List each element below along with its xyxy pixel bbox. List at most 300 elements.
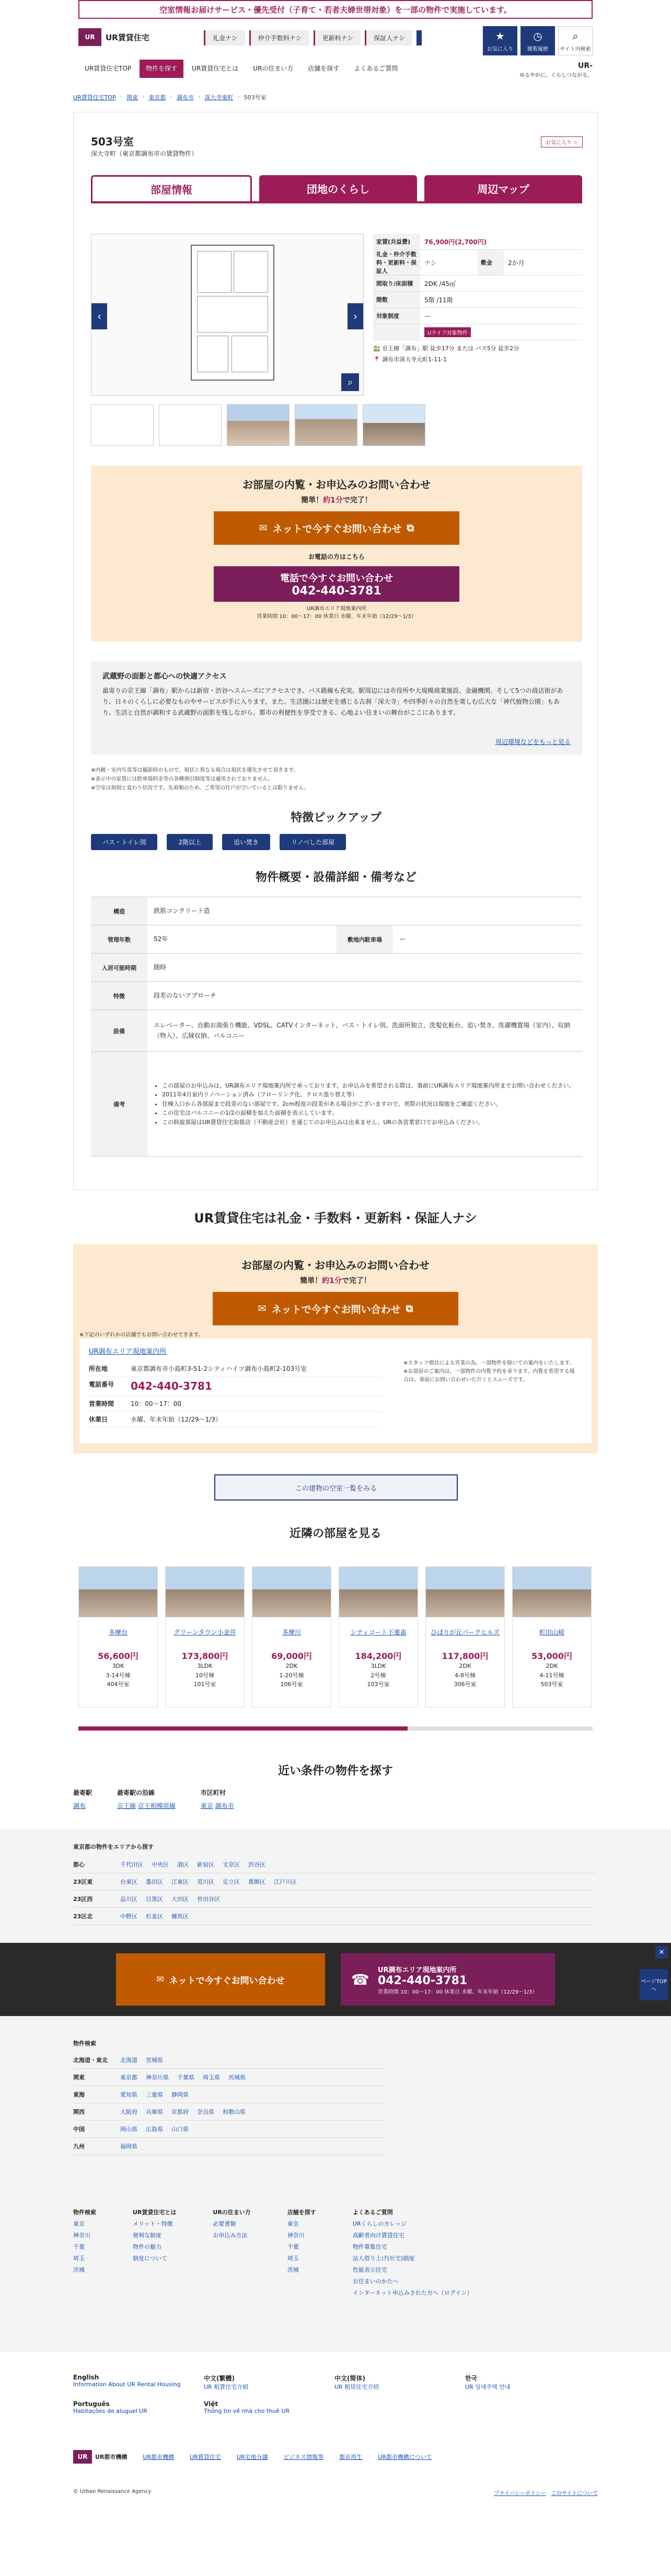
lang-name: 한국	[465, 2375, 478, 2382]
nearby-layout: 2DK	[459, 1663, 471, 1669]
nearby-title: 近隣の部屋を見る	[289, 1527, 381, 1540]
site-search-button[interactable]	[558, 26, 593, 55]
area-link[interactable]: 墨田区	[146, 1879, 163, 1885]
cond-col	[73, 1788, 92, 1810]
external-link-icon: ⧉	[407, 522, 414, 534]
area-link[interactable]: 練馬区	[171, 1913, 189, 1920]
area-search-title: 東京都の物件をエリアから探す	[73, 1844, 154, 1850]
feature-tag[interactable]: 2階以上	[167, 834, 213, 850]
thumbnail[interactable]	[295, 404, 357, 446]
office-row	[89, 1361, 381, 1377]
tab-room-info[interactable]: 部屋情報	[91, 175, 252, 201]
area-row	[73, 1856, 596, 1873]
region-link[interactable]: 広島県	[146, 2126, 163, 2133]
sitemap-link[interactable]: 便利な制度	[133, 2232, 161, 2239]
detail-label: 構造	[91, 897, 147, 925]
office-label: 休業日	[89, 1416, 108, 1423]
sitemap-link[interactable]: 神奈川	[73, 2232, 90, 2239]
lang-item[interactable]	[204, 2374, 314, 2391]
note: ※空室は刻刻と変わり状況です。先着順のため、ご希望の住戸が空いているとは限りません。	[91, 785, 309, 791]
detail-label: 設備	[91, 1010, 147, 1051]
room-spec-table	[373, 234, 582, 365]
area-label: 23区東	[73, 1879, 93, 1885]
sitemap-link[interactable]: お申込み方法	[213, 2232, 248, 2239]
nearby-building: 2号棟	[371, 1671, 386, 1679]
sitemap-link[interactable]: お住まいのかたへ	[352, 2278, 399, 2285]
history-button[interactable]	[520, 26, 555, 55]
area-link[interactable]: 文京区	[223, 1861, 240, 1868]
area-link[interactable]: 台東区	[120, 1879, 137, 1885]
spec-row	[373, 308, 582, 324]
external-link-icon: ⧉	[406, 1303, 413, 1314]
nearby-room: 103号室	[367, 1681, 390, 1688]
office-label: 営業時間	[89, 1400, 114, 1407]
sitemap-link[interactable]: 千葉	[287, 2243, 299, 2250]
site-search-label: サイト内検索	[560, 46, 591, 52]
similar-conditions	[73, 1788, 234, 1810]
nearby-room: 106号室	[280, 1681, 303, 1688]
nearby-card[interactable]	[165, 1566, 245, 1708]
vacancy-list-button[interactable]: この建物の空室一覧をみる	[214, 1474, 458, 1501]
sitemap-link[interactable]: 神奈川	[287, 2232, 305, 2239]
region-row	[73, 2052, 387, 2069]
footer-link[interactable]: 都市再生	[339, 2454, 363, 2460]
nearby-photo	[252, 1567, 331, 1617]
favorites-label: お気に入り	[487, 46, 513, 52]
brand-mark: UR-	[578, 62, 593, 70]
nearby-layout: 2DK	[285, 1663, 298, 1669]
region-link[interactable]: 千葉県	[177, 2074, 194, 2081]
region-label: 九州	[73, 2143, 85, 2150]
detail-row	[91, 897, 582, 925]
language-links	[73, 2374, 596, 2414]
area-link[interactable]: 港区	[177, 1861, 189, 1868]
office-label: 所在地	[89, 1365, 108, 1372]
service-banner[interactable]	[78, 0, 593, 19]
sitemap-heading[interactable]: URの住まい方	[213, 2209, 251, 2216]
thumbnail[interactable]	[159, 404, 222, 446]
region-link[interactable]: 静岡県	[171, 2091, 189, 2098]
lang-item[interactable]	[334, 2374, 444, 2391]
region-link[interactable]: 神奈川県	[146, 2074, 169, 2081]
global-nav	[78, 60, 404, 78]
sticky-tel: 042-440-3781	[377, 1974, 468, 1987]
region-link[interactable]: 愛知県	[120, 2091, 137, 2098]
nearby-photo	[79, 1567, 157, 1617]
spec-value: 2か月	[508, 259, 525, 267]
area-link[interactable]: 中央区	[152, 1861, 169, 1868]
area-link[interactable]: 荒川区	[197, 1879, 214, 1885]
add-favorite-button[interactable]: お気に入り ☆	[541, 136, 583, 147]
nearby-name[interactable]: 多摩川	[282, 1628, 301, 1636]
crumb-sep: ›	[142, 93, 145, 100]
cond-link[interactable]: 京王相模原線	[137, 1802, 176, 1810]
sitemap-link[interactable]: 東京	[73, 2220, 85, 2227]
sitemap-heading[interactable]: 物件検索	[73, 2209, 96, 2216]
site-logo[interactable]	[78, 28, 149, 46]
office-link[interactable]: UR調布エリア現地案内所	[89, 1348, 167, 1356]
region-link[interactable]: 北海道	[120, 2057, 137, 2064]
crumb-sep: ›	[237, 93, 240, 100]
detail-value: 段差のないアプローチ	[154, 991, 217, 999]
zoom-button[interactable]	[341, 373, 359, 391]
nearby-card[interactable]	[78, 1566, 158, 1708]
lang-link[interactable]: Thông tin về nhà cho thuê UR	[204, 2408, 290, 2414]
floor-plan-image	[191, 245, 274, 381]
footer-link[interactable]: UR賃貸住宅	[190, 2454, 221, 2460]
area-search-table	[73, 1856, 596, 1925]
sitemap-link[interactable]: 必要書類	[213, 2220, 236, 2227]
banner-text: 空室情報お届けサービス・優先受付（子育て・若者夫婦世帯対象）を一部の物件で実施しています。	[159, 5, 512, 15]
access-train-text: 京王線「調布」駅 徒歩17分 または バス5分 徒歩2分	[382, 345, 519, 352]
inquiry-panel	[91, 466, 582, 642]
crumb-chofu[interactable]: 調布市	[176, 94, 194, 101]
net-inquiry-button[interactable]	[214, 511, 459, 545]
nav-accent	[417, 30, 422, 45]
gnav-stores[interactable]: 店舗を探す	[308, 65, 340, 72]
close-button[interactable]	[655, 1946, 668, 1959]
nearby-building: 4-11号棟	[539, 1671, 564, 1679]
sitemap-link[interactable]: 茨城	[73, 2266, 85, 2273]
region-link[interactable]: 三重県	[146, 2091, 163, 2098]
region-link[interactable]: 宮城県	[146, 2057, 163, 2064]
net-inquiry-button-bottom[interactable]	[213, 1292, 458, 1325]
footer-link[interactable]: UR宅地分譲	[236, 2454, 268, 2460]
nearby-name[interactable]: シティコート下連雀	[350, 1628, 407, 1636]
nav-no-fee[interactable]: 仲介手数料ナシ	[249, 30, 309, 45]
detail-row	[91, 925, 582, 954]
region-link[interactable]: 兵庫県	[146, 2109, 163, 2115]
area-more-link[interactable]: 周辺環境などをもっと見る	[495, 738, 571, 746]
area-link[interactable]: 新宿区	[197, 1861, 214, 1868]
region-link[interactable]: 大阪府	[120, 2109, 137, 2115]
note: ※内観・室内写真等は撮影時のもので、現状と異なる場合は現状を優先させて頂きます。	[91, 768, 299, 773]
phone-icon: ☎	[351, 1971, 369, 1988]
star-icon: ★	[495, 29, 505, 42]
pin-icon: 📍	[373, 356, 383, 363]
sitemap-link[interactable]: 埼玉	[287, 2255, 299, 2262]
footer-link[interactable]: ビジネス情報等	[283, 2454, 324, 2460]
privacy-link[interactable]: プライバシーポリシー	[494, 2491, 546, 2497]
about-site-link[interactable]: このサイトについて	[551, 2491, 598, 2497]
lang-name: 中文(简体)	[334, 2375, 365, 2382]
u-life-badge[interactable]: Uライフ対象物件	[424, 327, 471, 337]
region-link[interactable]: 埼玉県	[203, 2074, 220, 2081]
sitemap-link[interactable]: 千葉	[73, 2243, 85, 2250]
area-row	[73, 1873, 596, 1891]
inquiry-sub-a: 簡単！	[300, 1277, 322, 1285]
inquiry-sub-b: 約1分	[322, 1277, 342, 1285]
tab-map[interactable]: 周辺マップ	[424, 175, 582, 201]
detail-label: 入居可能時期	[91, 954, 147, 981]
lang-link[interactable]: Habitações de aluguel UR	[73, 2408, 147, 2414]
region-link[interactable]: 和歌山県	[223, 2109, 246, 2115]
spec-value: ー	[424, 312, 431, 320]
lang-item[interactable]	[465, 2374, 575, 2391]
lang-link[interactable]: UR 租赁住宅介绍	[334, 2384, 379, 2390]
area-link[interactable]: 葛飾区	[248, 1879, 265, 1885]
detail-row	[91, 982, 582, 1010]
spec-value: 5階 /11階	[424, 296, 453, 304]
features-title: 特徴ピックアップ	[291, 811, 381, 825]
spec-label: 礼金・仲介手数料・更新料・保証人	[373, 250, 420, 275]
nearby-price: 56,600円	[98, 1651, 138, 1661]
sitemap-link[interactable]: 性能表示住宅	[352, 2266, 387, 2273]
page-title: 503号室	[91, 135, 134, 148]
nearby-price: 53,000円	[531, 1651, 572, 1661]
detail-table	[91, 897, 582, 1157]
lang-name: 中文(繁體)	[204, 2375, 235, 2382]
lang-link[interactable]: UR 租賃住宅介紹	[204, 2384, 249, 2390]
sitemap-heading[interactable]: UR賃貸住宅とは	[133, 2209, 177, 2216]
region-label: 関東	[73, 2074, 85, 2081]
nearby-photo	[166, 1567, 244, 1617]
crumb-tokyo[interactable]: 東京都	[148, 94, 166, 101]
region-row	[73, 2086, 387, 2103]
sitemap-link[interactable]: 制度について	[133, 2255, 167, 2262]
tel-lead: お電話の方はこちら	[308, 553, 365, 560]
region-table	[73, 2052, 387, 2155]
access-address	[373, 354, 582, 365]
area-link[interactable]: 足立区	[223, 1879, 240, 1885]
area-link[interactable]: 世田谷区	[197, 1896, 220, 1903]
detail-row	[91, 1010, 582, 1052]
detail-label: 特徴	[91, 982, 147, 1010]
copyright: © Urban Renaissance Agency	[73, 2489, 152, 2494]
detail-value: 随時	[154, 963, 167, 971]
area-label: 都心	[73, 1861, 85, 1868]
sitemap-link[interactable]: 茨城	[287, 2266, 299, 2273]
sticky-hours: 営業時間 10：00〜17：00 休業日 水曜、年末年始（12/29〜1/3）	[377, 1989, 538, 1995]
tab-living[interactable]: 団地のくらし	[259, 175, 417, 201]
nav-no-guarantor[interactable]: 保証人ナシ	[365, 30, 412, 45]
sitemap-heading[interactable]: よくあるご質問	[352, 2209, 393, 2216]
nearby-scrollbar[interactable]	[78, 1726, 593, 1731]
nearby-price: 69,000円	[271, 1651, 312, 1661]
area-row	[73, 1908, 596, 1925]
footer-logo[interactable]	[73, 2450, 127, 2464]
photo-gallery	[91, 234, 364, 396]
nearby-card[interactable]	[425, 1566, 505, 1708]
detail-value: 鉄筋コンクリート造	[154, 907, 210, 914]
lang-link[interactable]: Information About UR Rental Housing	[73, 2381, 181, 2388]
footer-link[interactable]: UR都市機構	[143, 2454, 175, 2460]
similar-title: 近い条件の物件を探す	[277, 1765, 393, 1778]
access-info	[373, 344, 582, 365]
sitemap-link[interactable]: 東京	[287, 2220, 299, 2227]
sitemap-link[interactable]: URくらしのカレッジ	[352, 2220, 407, 2227]
nearby-name[interactable]: ひばりが丘パークヒルズ	[431, 1628, 500, 1636]
feature-tag[interactable]: 追い焚き	[222, 834, 270, 850]
gnav-top[interactable]: UR賃貸住宅TOP	[85, 65, 132, 72]
sitemap-link[interactable]: 法人借り上げ(社宅)制度	[352, 2255, 415, 2262]
nearby-room: 101号室	[193, 1681, 216, 1688]
inquiry-sub-a: 簡単！	[301, 496, 323, 505]
close-icon: ✕	[658, 1948, 665, 1956]
lang-link[interactable]: UR 임대주택 안내	[465, 2384, 511, 2390]
region-link[interactable]: 東京都	[120, 2074, 137, 2081]
cond-link[interactable]: 東京	[200, 1802, 213, 1810]
region-link[interactable]: 京都府	[171, 2109, 189, 2115]
nearby-photo	[513, 1567, 591, 1617]
sitemap-link[interactable]: インターネット申込みされた方へ（ログイン）	[352, 2289, 473, 2296]
region-link[interactable]: 奈良県	[197, 2109, 214, 2115]
office-info	[91, 605, 582, 621]
sitemap-col	[353, 2206, 472, 2298]
area-label: 23区西	[73, 1896, 93, 1903]
header-icons	[483, 26, 593, 55]
crumb-sep: ›	[198, 93, 201, 100]
region-link[interactable]: 福岡県	[120, 2143, 137, 2150]
office-tel[interactable]: 042-440-3781	[131, 1380, 212, 1392]
chevron-left-icon: ‹	[97, 310, 101, 323]
area-link[interactable]: 江東区	[171, 1879, 189, 1885]
nearby-name[interactable]: 町田山崎	[539, 1628, 564, 1636]
favorites-button[interactable]	[483, 26, 517, 55]
net-inquiry-label: ネットで今すぐお問い合わせ	[272, 523, 402, 535]
detail-row	[91, 1052, 582, 1157]
nearby-card[interactable]	[512, 1566, 592, 1708]
lang-item[interactable]	[73, 2400, 183, 2414]
cond-link[interactable]: 京王線	[117, 1802, 136, 1810]
cond-col	[117, 1788, 176, 1810]
gnav-about[interactable]: UR賃貸住宅とは	[192, 65, 239, 72]
tel-inquiry-button[interactable]	[214, 566, 459, 602]
sitemap-heading[interactable]: 店舗を探す	[287, 2209, 316, 2216]
area-link[interactable]: 大田区	[171, 1896, 189, 1903]
nearby-cards	[78, 1566, 592, 1708]
area-link[interactable]: 渋谷区	[248, 1861, 265, 1868]
crumb-complex[interactable]: 深大寺東町	[204, 94, 234, 101]
sitemap-link[interactable]: メリット・特徴	[133, 2220, 173, 2227]
logo-text: UR賃貸住宅	[106, 32, 149, 42]
footer-link[interactable]: UR都市機構について	[378, 2454, 432, 2460]
history-label: 閲覧履歴	[527, 46, 548, 52]
crumb-room: 503号室	[244, 94, 267, 101]
site-header	[73, 24, 598, 82]
nearby-name[interactable]: グリーンタウン小金井	[173, 1628, 236, 1636]
spec-label: 間取り/床面積	[373, 276, 420, 291]
sitemap-col	[287, 2206, 316, 2298]
spec-label: 対象制度	[373, 308, 420, 324]
note: ※表示中の家賃には駐車場料金等の各種割引制度等は適用されておりません。	[91, 776, 273, 782]
sitemap-link[interactable]: 物件募集住宅	[352, 2243, 387, 2250]
crumb-sep: ›	[170, 93, 172, 100]
inquiry-sub-c: で完了！	[341, 1277, 371, 1285]
spec-row	[373, 234, 582, 250]
area-link[interactable]: 江戸川区	[274, 1879, 297, 1885]
sitemap-link[interactable]: 物件の魅力	[133, 2243, 161, 2250]
scroll-thumb[interactable]	[78, 1726, 408, 1731]
area-link[interactable]: 中野区	[120, 1913, 137, 1920]
remark: • 2011年4月室内リノベーション済み（フローリング化、クロス張り替え等）	[162, 1090, 575, 1100]
gnav-search[interactable]: 物件を探す	[140, 60, 183, 78]
page-top-button[interactable]: ページTOPへ	[640, 1969, 668, 2000]
mail-icon: ✉	[156, 1974, 164, 1985]
region-label: 東海	[73, 2091, 85, 2098]
office-value: 10：00〜17：00	[131, 1400, 182, 1407]
area-link[interactable]: 杉並区	[146, 1913, 163, 1920]
detail-title: 物件概要・設備詳細・備考など	[255, 871, 417, 884]
access-address-text: 調布市深大寺元町1-11-1	[382, 356, 447, 363]
breadcrumb	[73, 93, 267, 101]
nearby-room: 306号室	[454, 1681, 477, 1688]
brand-sub: ゆるやかに、くらしつながる。	[519, 73, 593, 78]
feature-tag[interactable]: リノベした部屋	[280, 834, 346, 850]
feature-tags	[91, 834, 346, 850]
crumb-kanto[interactable]: 関東	[126, 94, 138, 101]
footer-brand: UR都市機構	[95, 2454, 128, 2460]
nearby-name[interactable]: 多摩台	[108, 1628, 128, 1636]
nearby-building: 1-20号棟	[279, 1671, 304, 1679]
next-photo-button[interactable]	[348, 303, 363, 329]
region-link[interactable]: 山口県	[171, 2126, 189, 2133]
area-link[interactable]: 千代田区	[120, 1861, 143, 1868]
search-icon: ⌕	[572, 29, 579, 42]
nearby-room: 503号室	[540, 1681, 563, 1688]
thumbnail[interactable]	[91, 404, 154, 446]
region-link[interactable]: 茨城県	[228, 2074, 246, 2081]
area-row	[73, 1891, 596, 1908]
area-link[interactable]: 目黒区	[146, 1896, 163, 1903]
train-icon: 🚉	[373, 345, 383, 352]
spec-row	[373, 324, 582, 340]
cond-link[interactable]: 調布	[73, 1802, 86, 1810]
sticky-tel-button[interactable]	[341, 1953, 555, 2006]
thumbnail[interactable]	[363, 404, 425, 446]
lang-item[interactable]	[204, 2400, 314, 2414]
lang-name: Việt	[204, 2400, 218, 2408]
lang-item[interactable]	[73, 2374, 183, 2391]
gnav-living[interactable]: URの住まい方	[253, 65, 294, 72]
spec-row	[373, 292, 582, 308]
sitemap-link[interactable]: 埼玉	[73, 2255, 85, 2262]
footer-sitemap	[73, 2206, 472, 2298]
nav-no-renewal[interactable]: 更新料ナシ	[314, 30, 361, 45]
thumbnail[interactable]	[227, 404, 290, 446]
region-link[interactable]: 岡山県	[120, 2126, 137, 2133]
area-link[interactable]: 品川区	[120, 1896, 137, 1903]
sticky-net-button[interactable]	[116, 1953, 325, 2006]
sitemap-col	[133, 2206, 176, 2298]
nearby-layout: 3LDK	[371, 1663, 386, 1669]
office-row	[89, 1396, 381, 1412]
nearby-card[interactable]	[252, 1566, 331, 1708]
crumb-top[interactable]: UR賃貸住宅TOP	[73, 94, 116, 101]
cond-col	[201, 1788, 234, 1810]
detail-value: エレベーター、自動お湯張り機能、VDSL、CATVインターネット、バス・トイレ別、洗面所独立、洗髪化粧台、追い焚き、洗濯機置場（室内）、収納（物入）、広縁収納、バルコニー	[154, 1022, 571, 1039]
footer-bottom	[73, 2489, 598, 2497]
feature-tag[interactable]: バス・トイレ別	[91, 834, 157, 850]
nearby-building: 4-8号棟	[455, 1671, 476, 1679]
area-text: 最寄りの京王線「調布」駅からは新宿・渋谷へスムーズにアクセスでき、バス路線も充実。駅周辺には市役所や大規模商業施設、金融機関、そして5つの商店街があり、日々のくらしに必要なものやサービスが手に入ります。また、生活圏には歴史を感じる古刹「深大寺」や四季折々の自然を楽しむ広大な「神代植物公園」もあり、生活と自然が調和する武蔵野の面影を残しながら、都市の利便性を享受できる、心地よい住まいの舞台がここにあります。	[102, 687, 563, 716]
region-label: 関西	[73, 2109, 85, 2115]
sitemap-col	[73, 2206, 96, 2298]
sitemap-col	[213, 2206, 250, 2298]
prev-photo-button[interactable]	[91, 303, 107, 329]
office-hours: 営業時間 10：00〜17：00 休業日 水曜、年末年始（12/29〜1/3）	[257, 614, 417, 620]
gnav-faq[interactable]: よくあるご質問	[354, 65, 398, 72]
sitemap-link[interactable]: 高齢者向け賃貸住宅	[352, 2232, 404, 2239]
nearby-card[interactable]	[339, 1566, 418, 1708]
top-benefits-nav	[204, 30, 422, 45]
office-box	[79, 1338, 592, 1443]
cond-link[interactable]: 調布市	[215, 1802, 234, 1810]
nav-no-key-money[interactable]: 礼金ナシ	[204, 30, 245, 45]
magnifier-icon: ⌕	[347, 376, 353, 388]
tel-number: 042-440-3781	[292, 584, 381, 598]
disclaimer-notes	[91, 766, 309, 793]
